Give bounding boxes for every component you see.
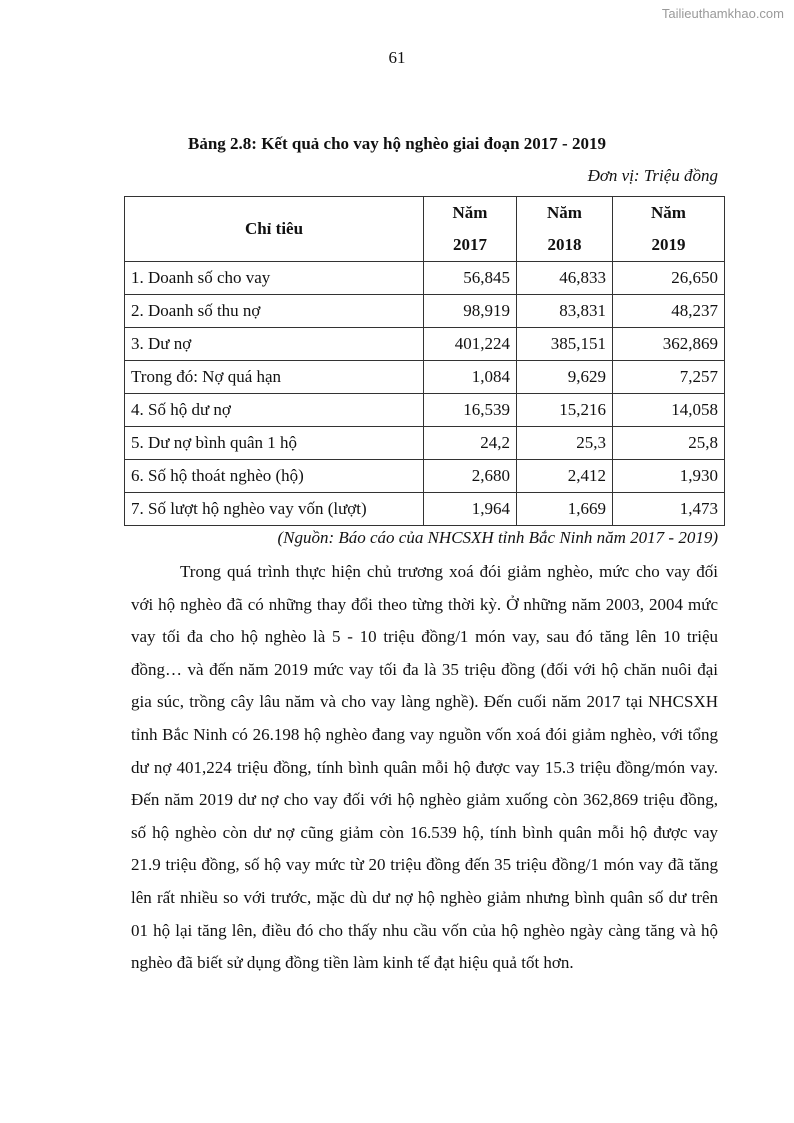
cell-2019: 1,930 — [613, 460, 725, 493]
cell-2018: 385,151 — [517, 328, 613, 361]
row-label: 7. Số lượt hộ nghèo vay vốn (lượt) — [125, 493, 424, 526]
header-year-label: Năm — [651, 203, 686, 222]
header-year-value: 2018 — [547, 235, 582, 254]
body-paragraph: Trong quá trình thực hiện chủ trương xoá đói giảm nghèo, mức cho vay đối với hộ nghèo đã có những thay đổi theo từng thời kỳ. Ở những năm 2003, 2004 mức vay tối đa cho hộ nghèo là 5 - 10 triệu đồng/1 món vay, sau đó tăng lên 10 triệu đồng… và đến năm 2019 mức vay tối đa là 35 triệu đồng (đối với hộ chăn nuôi đại gia súc, trồng cây lâu năm và cho vay làng nghề). Đến cuối năm 2017 tại NHCSXH tỉnh Bắc Ninh có 26.198 hộ nghèo đang vay nguồn vốn xoá đói giảm nghèo, với tổng dư nợ 401,224 triệu đồng, tính bình quân mỗi hộ được vay 15.3 triệu đồng/món vay. Đến năm 2019 dư nợ cho vay đối với hộ nghèo giảm xuống còn 362,869 triệu đồng, số hộ nghèo còn dư nợ cũng giảm còn 16.539 hộ, tính bình quân mỗi hộ được vay 21.9 triệu đồng, số hộ vay mức từ 20 triệu đồng đến 35 triệu đồng/1 món vay đã tăng lên rất nhiều so với trước, mặc dù dư nợ hộ nghèo giảm nhưng bình quân số dư trên 01 hộ lại tăng lên, điều đó cho thấy nhu cầu vốn của hộ nghèo ngày càng tăng và hộ nghèo đã biết sử dụng đồng tiền làm kinh tế đạt hiệu quả tốt hơn. — [131, 562, 718, 973]
header-year-2019 — [613, 197, 725, 262]
cell-2018: 2,412 — [517, 460, 613, 493]
cell-2018: 46,833 — [517, 262, 613, 295]
cell-2017: 2,680 — [424, 460, 517, 493]
watermark: Tailieuthamkhao.com — [661, 6, 784, 21]
cell-2018: 83,831 — [517, 295, 613, 328]
cell-2017: 1,964 — [424, 493, 517, 526]
table-row — [125, 262, 725, 295]
row-label: 4. Số hộ dư nợ — [125, 394, 424, 427]
cell-2019: 7,257 — [613, 361, 725, 394]
cell-2018: 15,216 — [517, 394, 613, 427]
source-note: (Nguồn: Báo cáo của NHCSXH tỉnh Bắc Ninh năm 2017 - 2019) — [277, 528, 718, 547]
header-year-value: 2019 — [651, 235, 686, 254]
cell-2017: 24,2 — [424, 427, 517, 460]
cell-2017: 16,539 — [424, 394, 517, 427]
cell-2019: 25,8 — [613, 427, 725, 460]
header-year-label: Năm — [547, 203, 582, 222]
body-text — [131, 556, 718, 980]
cell-2018: 1,669 — [517, 493, 613, 526]
cell-2017: 98,919 — [424, 295, 517, 328]
table-row — [125, 295, 725, 328]
header-year-2018 — [517, 197, 613, 262]
cell-2017: 1,084 — [424, 361, 517, 394]
page-number: 61 — [388, 48, 406, 67]
table-row — [125, 460, 725, 493]
row-label: 2. Doanh số thu nợ — [125, 295, 424, 328]
results-table — [124, 196, 725, 526]
cell-2018: 25,3 — [517, 427, 613, 460]
table-title: Bảng 2.8: Kết quả cho vay hộ nghèo giai đoạn 2017 - 2019 — [188, 134, 606, 153]
cell-2017: 401,224 — [424, 328, 517, 361]
row-label: Trong đó: Nợ quá hạn — [125, 361, 424, 394]
table-header-row — [125, 197, 725, 262]
table-row — [125, 328, 725, 361]
row-label: 5. Dư nợ bình quân 1 hộ — [125, 427, 424, 460]
table-row — [125, 493, 725, 526]
table-row — [125, 394, 725, 427]
cell-2019: 48,237 — [613, 295, 725, 328]
cell-2019: 14,058 — [613, 394, 725, 427]
table-row — [125, 427, 725, 460]
row-label: 3. Dư nợ — [125, 328, 424, 361]
row-label: 6. Số hộ thoát nghèo (hộ) — [125, 460, 424, 493]
cell-2019: 362,869 — [613, 328, 725, 361]
cell-2018: 9,629 — [517, 361, 613, 394]
header-year-value: 2017 — [453, 235, 487, 254]
header-item: Chỉ tiêu — [125, 197, 424, 262]
table-row — [125, 361, 725, 394]
unit-note: Đơn vị: Triệu đồng — [587, 166, 718, 185]
cell-2017: 56,845 — [424, 262, 517, 295]
header-year-label: Năm — [452, 203, 488, 222]
cell-2019: 26,650 — [613, 262, 725, 295]
row-label: 1. Doanh số cho vay — [125, 262, 424, 295]
cell-2019: 1,473 — [613, 493, 725, 526]
header-year-2017 — [424, 197, 517, 262]
